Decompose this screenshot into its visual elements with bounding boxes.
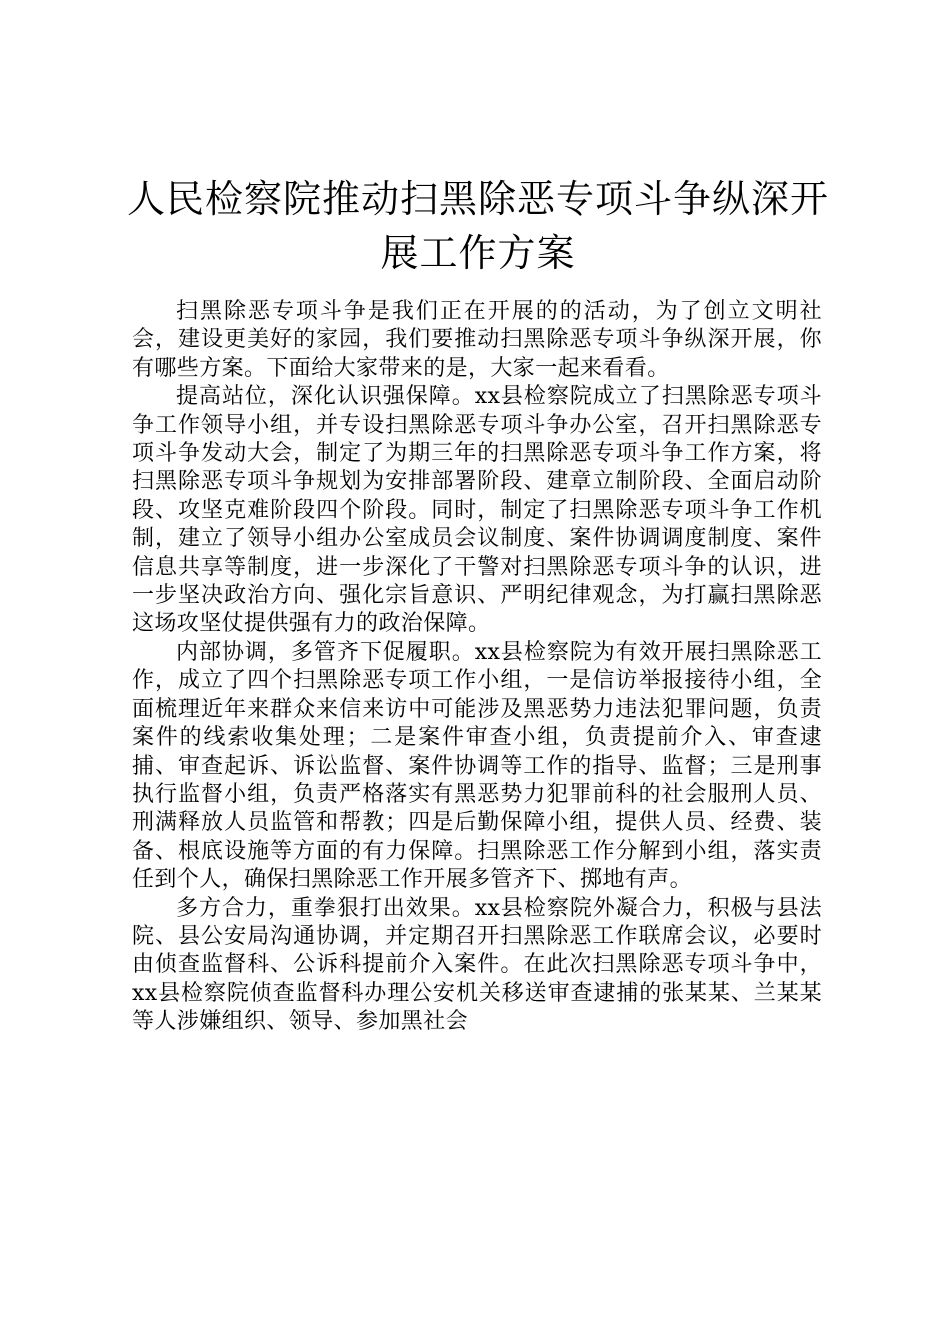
paragraph-internal-coordination: 内部协调，多管齐下促履职。xx县检察院为有效开展扫黑除恶工作，成立了四个扫黑除恶专项工作小组，一是信访举报接待小组，全面梳理近年来群众来信来访中可能涉及黑恶势力违法犯罪问题，负责案件的线索收集处理；二是案件审查小组，负责提前介入、审查逮捕、审查起诉、诉讼监督、案件协调等工作的指导、监督；三是刑事执行监督小组，负责严格落实有黑恶势力犯罪前科的社会服刑人员、刑满释放人员监管和帮教；四是后勤保障小组，提供人员、经费、装备、根底设施等方面的有力保障。扫黑除恶工作分解到小组，落实责任到个人，确保扫黑除恶工作开展多管齐下、掷地有声。 [132,639,822,893]
paragraph-intro: 扫黑除恶专项斗争是我们正在开展的的活动，为了创立文明社会，建设更美好的家园，我们要推动扫黑除恶专项斗争纵深开展，你有哪些方案。下面给大家带来的是，大家一起来看看。 [132,299,822,381]
paragraph-joint-effort: 多方合力，重拳狠打出效果。xx县检察院外凝合力，积极与县法院、县公安局沟通协调，并定期召开扫黑除恶工作联席会议，必要时由侦查监督科、公诉科提前介入案件。在此次扫黑除恶专项斗争中，xx县检察院侦查监督科办理公安机关移送审查逮捕的张某某、兰某某等人涉嫌组织、领导、参加黑社会 [132,895,822,1035]
document-body [132,298,822,1037]
document-title: 人民检察院推动扫黑除恶专项斗争纵深开展工作方案 [126,177,829,275]
paragraph-raise-stance: 提高站位，深化认识强保障。xx县检察院成立了扫黑除恶专项斗争工作领导小组，并专设扫黑除恶专项斗争办公室，召开扫黑除恶专项斗争发动大会，制定了为期三年的扫黑除恶专项斗争工作方案，将扫黑除恶专项斗争规划为安排部署阶段、建章立制阶段、全面启动阶段、攻坚克难阶段四个阶段。同时，制定了扫黑除恶专项斗争工作机制，建立了领导小组办公室成员会议制度、案件协调调度制度、案件信息共享等制度，进一步深化了干警对扫黑除恶专项斗争的认识，进一步坚决政治方向、强化宗旨意识、严明纪律观念，为打赢扫黑除恶这场攻坚仗提供强有力的政治保障。 [132,384,822,637]
